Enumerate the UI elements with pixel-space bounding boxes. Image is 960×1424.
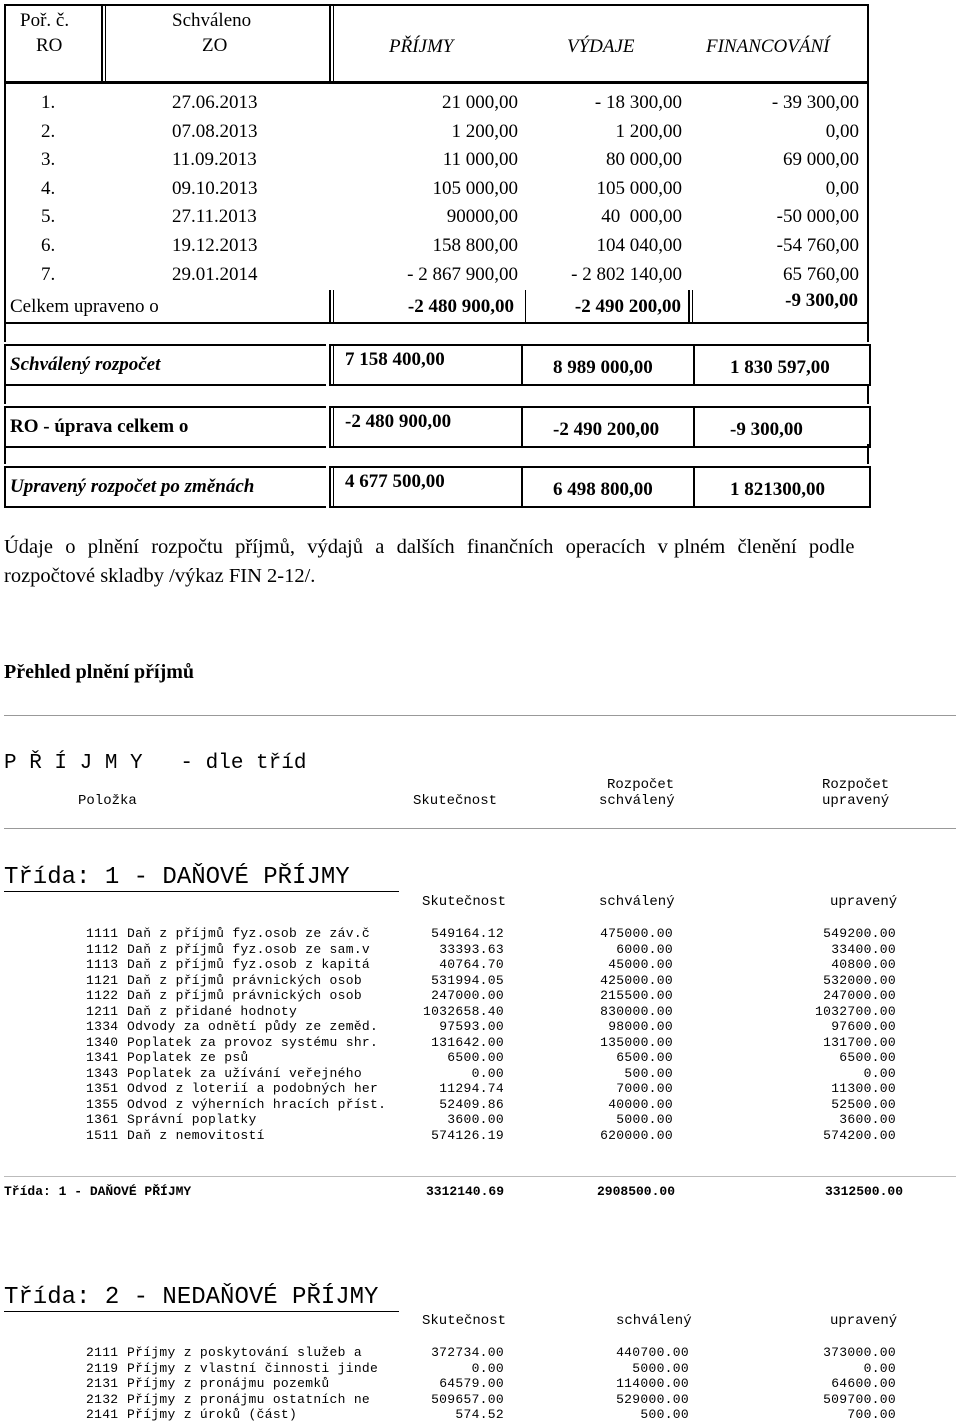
item-code: 1361 (86, 1112, 119, 1127)
item-schvaleny: 98000.00 (608, 1019, 673, 1034)
col-rozpocet-2: Rozpočet (822, 777, 890, 793)
header-zo: ZO (202, 35, 228, 56)
summary-vydaje: -2 490 200,00 (553, 419, 660, 440)
item-upraveny: 247000.00 (823, 988, 896, 1003)
item-code: 1340 (86, 1034, 119, 1050)
paragraph-line-1: Údaje o plnění rozpočtu příjmů, výdajů a dalších finančních operacích v plném členění podle (4, 536, 855, 558)
summary-label: Schválený rozpočet (10, 354, 161, 375)
item-name: Příjmy z vlastní činnosti jinde (127, 1360, 379, 1376)
ro-row-financovani: -50 000,00 (776, 206, 859, 228)
class1-heading: Třída: 1 - DAŇOVÉ PŘÍJMY (4, 864, 350, 891)
item-name: Poplatek ze psů (127, 1050, 249, 1065)
ro-row-financovani: 0,00 (825, 120, 859, 142)
ro-row-vydaje: - 18 300,00 (594, 92, 682, 113)
item-schvaleny: 215500.00 (600, 988, 673, 1003)
summary-gap (4, 322, 869, 342)
item-skutecnost: 531994.05 (431, 972, 504, 988)
ro-row-date: 27.06.2013 (172, 92, 258, 113)
item-code: 1511 (86, 1127, 119, 1143)
ro-row-no: 4. (41, 177, 56, 199)
ro-row-prijmy: 90000,00 (446, 206, 518, 228)
item-upraveny: 64600.00 (831, 1376, 896, 1391)
col-rozpocet-1: Rozpočet (607, 777, 675, 793)
ro-row-date: 27.11.2013 (172, 206, 257, 228)
header-por-c: Poř. č. (20, 10, 70, 31)
summary-label: Upravený rozpočet po změnách (10, 476, 255, 497)
item-skutecnost: 3600.00 (447, 1112, 504, 1127)
item-schvaleny: 440700.00 (616, 1345, 689, 1360)
summary-double-rule (333, 406, 334, 448)
item-name: Odvod z výherních hracích příst. (127, 1096, 387, 1112)
item-skutecnost: 11294.74 (439, 1081, 504, 1096)
col-polozka: Položka (78, 793, 137, 809)
header-schvaleno: Schváleno (172, 10, 252, 31)
item-name: Správní poplatky (127, 1112, 257, 1127)
class1-total-rule (4, 1176, 956, 1177)
report-header-rule (4, 828, 956, 829)
ro-row-date: 07.08.2013 (172, 120, 258, 142)
col-schvaleny: schválený (599, 793, 675, 809)
item-code: 1351 (86, 1081, 119, 1096)
summary-vydaje: 6 498 800,00 (553, 479, 653, 500)
class1-total-skutecnost: 3312140.69 (425, 1184, 504, 1199)
class1-col-schvaleny: schválený (599, 894, 675, 910)
summary-vydaje: 8 989 000,00 (553, 357, 653, 378)
ro-row-date: 29.01.2014 (172, 263, 258, 285)
item-upraveny: 700.00 (847, 1407, 896, 1422)
class2-col-skutecnost: Skutečnost (422, 1313, 507, 1329)
item-upraveny: 33400.00 (831, 941, 896, 957)
item-skutecnost: 0.00 (471, 1360, 504, 1376)
item-skutecnost: 40764.70 (439, 957, 504, 972)
item-skutecnost: 1032658.40 (422, 1003, 504, 1019)
report-top-rule (4, 715, 956, 716)
item-upraveny: 1032700.00 (814, 1003, 896, 1019)
ro-row-vydaje: 104 040,00 (596, 235, 682, 256)
item-name: Daň z příjmů fyz.osob z kapitá (127, 957, 371, 972)
paragraph-line-2: rozpočtové skladby /výkaz FIN 2-12/. (4, 565, 316, 587)
total-vydaje: -2 490 200,00 (574, 296, 681, 317)
ro-row-financovani: -54 760,00 (776, 235, 859, 256)
class1-heading-rule (4, 891, 399, 892)
item-name: Daň z přidané hodnoty (127, 1003, 298, 1019)
item-code: 1112 (86, 941, 119, 957)
item-upraveny: 509700.00 (823, 1391, 896, 1407)
item-skutecnost: 64579.00 (439, 1376, 504, 1391)
class1-total-label: Třída: 1 - DAŇOVÉ PŘÍJMY (4, 1184, 192, 1199)
ro-row-prijmy: 105 000,00 (432, 177, 518, 199)
summary-label: RO - úprava celkem o (10, 416, 189, 437)
summary-financovani: 1 821300,00 (730, 479, 825, 500)
item-schvaleny: 620000.00 (600, 1127, 673, 1143)
col-skutecnost: Skutečnost (413, 793, 498, 809)
item-code: 1343 (86, 1065, 119, 1081)
item-name: Daň z příjmů fyz.osob ze sam.v (127, 941, 371, 957)
summary-double-rule (333, 466, 334, 508)
ro-row-financovani: - 39 300,00 (771, 92, 859, 113)
ro-row-financovani: 65 760,00 (783, 263, 859, 285)
item-upraveny: 373000.00 (823, 1345, 896, 1360)
item-upraveny: 11300.00 (831, 1081, 896, 1096)
item-upraveny: 0.00 (863, 1065, 896, 1081)
header-vydaje: VÝDAJE (567, 36, 635, 57)
class2-heading: Třída: 2 - NEDAŇOVÉ PŘÍJMY (4, 1284, 379, 1311)
col-upraveny: upravený (822, 793, 890, 809)
summary-financovani: 1 830 597,00 (730, 357, 830, 378)
item-schvaleny: 7000.00 (616, 1081, 673, 1096)
item-schvaleny: 6500.00 (616, 1050, 673, 1065)
ro-row-vydaje: - 2 802 140,00 (571, 263, 682, 285)
item-name: Daň z nemovitostí (127, 1127, 265, 1143)
item-name: Odvody za odnětí půdy ze zeměd. (127, 1019, 379, 1034)
summary-double-rule (333, 344, 334, 386)
item-code: 2132 (86, 1391, 119, 1407)
item-code: 2119 (86, 1360, 119, 1376)
class1-col-upraveny: upravený (830, 894, 898, 910)
class1-total-upraveny: 3312500.00 (824, 1184, 903, 1199)
item-name: Příjmy z pronájmu pozemků (127, 1376, 330, 1391)
summary-gap (4, 444, 869, 464)
item-skutecnost: 574.52 (455, 1407, 504, 1422)
ro-row-no: 3. (41, 149, 56, 171)
ro-row-financovani: 69 000,00 (783, 149, 859, 171)
item-skutecnost: 574126.19 (431, 1127, 504, 1143)
class2-heading-rule (4, 1311, 399, 1312)
item-schvaleny: 425000.00 (600, 972, 673, 988)
item-upraveny: 52500.00 (831, 1096, 896, 1112)
class2-col-upraveny: upravený (830, 1313, 898, 1329)
ro-row-vydaje: 80 000,00 (606, 149, 682, 171)
ro-row-prijmy: 158 800,00 (432, 235, 518, 256)
overview-heading: Přehled plnění příjmů (4, 661, 195, 683)
summary-prijmy: 4 677 500,00 (345, 471, 445, 492)
item-upraveny: 97600.00 (831, 1019, 896, 1034)
ro-row-no: 6. (41, 235, 56, 256)
item-schvaleny: 6000.00 (616, 941, 673, 957)
ro-row-prijmy: - 2 867 900,00 (407, 263, 518, 285)
item-schvaleny: 5000.00 (632, 1360, 689, 1376)
ro-row-no: 7. (41, 263, 56, 285)
total-label: Celkem upraveno o (10, 296, 159, 317)
header-prijmy: PŘÍJMY (389, 36, 454, 57)
ro-row-vydaje: 40 000,00 (601, 206, 682, 228)
item-skutecnost: 33393.63 (439, 941, 504, 957)
item-name: Odvod z loterií a podobných her (127, 1081, 379, 1096)
class2-col-schvaleny: schválený (616, 1313, 692, 1329)
header-ro: RO (36, 35, 63, 56)
item-code: 2141 (86, 1407, 119, 1422)
item-skutecnost: 52409.86 (439, 1096, 504, 1112)
item-schvaleny: 529000.00 (616, 1391, 689, 1407)
item-upraveny: 574200.00 (823, 1127, 896, 1143)
item-skutecnost: 0.00 (471, 1065, 504, 1081)
summary-financovani: -9 300,00 (730, 419, 803, 440)
item-code: 1111 (86, 926, 119, 941)
item-code: 1355 (86, 1096, 119, 1112)
total-prijmy: -2 480 900,00 (407, 296, 514, 317)
ro-table (4, 4, 869, 324)
ro-row-no: 2. (41, 120, 56, 142)
item-code: 1341 (86, 1050, 119, 1065)
item-schvaleny: 830000.00 (600, 1003, 673, 1019)
ro-row-vydaje: 105 000,00 (596, 177, 682, 199)
item-name: Příjmy z pronájmu ostatních ne (127, 1391, 371, 1407)
item-schvaleny: 500.00 (640, 1407, 689, 1422)
item-upraveny: 3600.00 (839, 1112, 896, 1127)
ro-row-date: 09.10.2013 (172, 177, 258, 199)
item-upraveny: 549200.00 (823, 926, 896, 941)
item-schvaleny: 5000.00 (616, 1112, 673, 1127)
ro-row-no: 1. (41, 92, 56, 113)
class1-col-skutecnost: Skutečnost (422, 894, 507, 910)
ro-row-financovani: 0,00 (825, 177, 859, 199)
class1-total-schvaleny: 2908500.00 (596, 1184, 675, 1199)
ro-row-no: 5. (41, 206, 56, 228)
item-skutecnost: 247000.00 (431, 988, 504, 1003)
item-code: 1121 (86, 972, 119, 988)
report-title: P Ř Í J M Y - dle tříd (4, 752, 307, 775)
item-name: Poplatek za provoz systému shr. (127, 1034, 379, 1050)
item-name: Příjmy z úroků (část) (127, 1407, 298, 1422)
item-code: 1122 (86, 988, 119, 1003)
item-name: Daň z příjmů fyz.osob ze záv.č (127, 926, 371, 941)
ro-row-prijmy: 1 200,00 (451, 120, 518, 142)
ro-row-vydaje: 1 200,00 (615, 120, 682, 142)
item-skutecnost: 131642.00 (431, 1034, 504, 1050)
ro-row-date: 11.09.2013 (172, 149, 257, 171)
item-schvaleny: 500.00 (624, 1065, 673, 1081)
item-name: Poplatek za užívání veřejného (127, 1065, 362, 1081)
item-upraveny: 0.00 (863, 1360, 896, 1376)
item-name: Daň z příjmů právnických osob (127, 988, 362, 1003)
summary-gap (4, 384, 869, 404)
item-skutecnost: 372734.00 (431, 1345, 504, 1360)
summary-prijmy: 7 158 400,00 (345, 349, 445, 370)
item-skutecnost: 97593.00 (439, 1019, 504, 1034)
item-code: 1211 (86, 1003, 119, 1019)
item-skutecnost: 509657.00 (431, 1391, 504, 1407)
ro-row-prijmy: 11 000,00 (442, 149, 518, 171)
item-upraveny: 131700.00 (823, 1034, 896, 1050)
item-upraveny: 6500.00 (839, 1050, 896, 1065)
item-upraveny: 40800.00 (831, 957, 896, 972)
item-schvaleny: 475000.00 (600, 926, 673, 941)
item-code: 2131 (86, 1376, 119, 1391)
item-schvaleny: 114000.00 (616, 1376, 689, 1391)
summary-prijmy: -2 480 900,00 (345, 411, 452, 432)
item-schvaleny: 45000.00 (608, 957, 673, 972)
total-financovani: -9 300,00 (785, 290, 858, 311)
item-schvaleny: 40000.00 (608, 1096, 673, 1112)
ro-row-date: 19.12.2013 (172, 235, 258, 256)
item-upraveny: 532000.00 (823, 972, 896, 988)
item-schvaleny: 135000.00 (600, 1034, 673, 1050)
item-name: Příjmy z poskytování služeb a (127, 1345, 362, 1360)
header-financovani: FINANCOVÁNÍ (706, 36, 830, 57)
ro-row-prijmy: 21 000,00 (442, 92, 518, 113)
item-code: 2111 (86, 1345, 119, 1360)
item-skutecnost: 6500.00 (447, 1050, 504, 1065)
item-name: Daň z příjmů právnických osob (127, 972, 362, 988)
item-skutecnost: 549164.12 (431, 926, 504, 941)
item-code: 1113 (86, 957, 119, 972)
item-code: 1334 (86, 1019, 119, 1034)
